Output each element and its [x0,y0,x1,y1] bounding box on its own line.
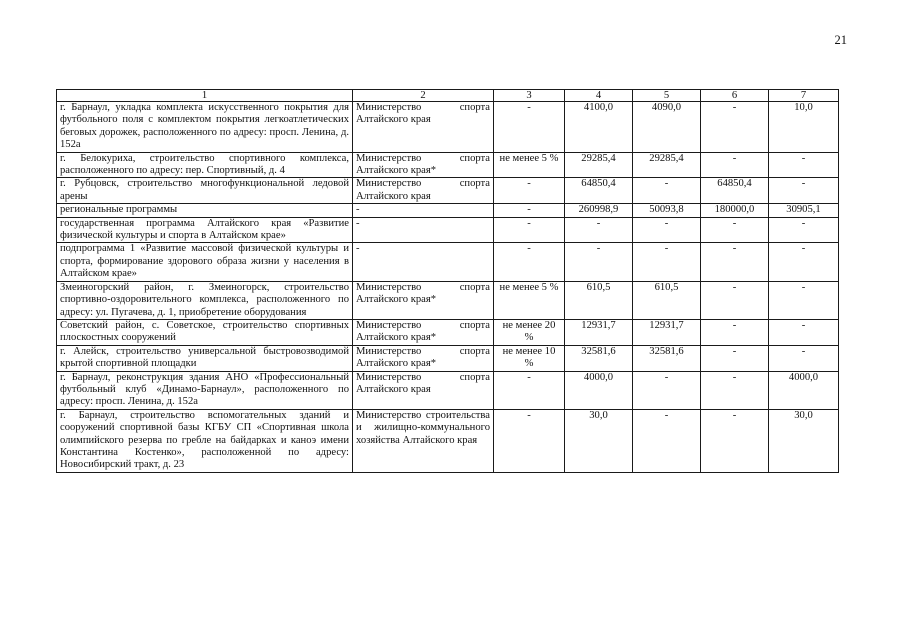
object-name: государственная программа Алтайского края «Развитие физической культуры и спорта в Алтайском крае» [57,217,353,243]
amount-col7: 30,0 [769,409,839,472]
cofinancing-share: - [494,243,565,281]
amount-col5: - [633,243,701,281]
object-name: региональные программы [57,204,353,217]
total-amount: 12931,7 [565,319,633,345]
table-row [57,152,839,178]
responsible-body: - [353,204,494,217]
amount-col6: - [701,409,769,472]
total-amount: 4000,0 [565,371,633,409]
responsible-body: Министерство спорта Алтайского края [353,371,494,409]
amount-col6: - [701,345,769,371]
column-number-row [57,90,839,102]
amount-col5: 32581,6 [633,345,701,371]
cofinancing-share: - [494,217,565,243]
page-number: 21 [834,33,847,47]
amount-col6: - [701,217,769,243]
total-amount: 29285,4 [565,152,633,178]
table-row [57,281,839,319]
cofinancing-share: не менее 5 % [494,152,565,178]
amount-col5: 4090,0 [633,102,701,153]
column-number: 5 [633,90,701,102]
total-amount: 64850,4 [565,178,633,204]
amount-col6: 64850,4 [701,178,769,204]
table-row [57,243,839,281]
amount-col6: - [701,243,769,281]
cofinancing-share: - [494,178,565,204]
responsible-body: - [353,243,494,281]
table-row [57,371,839,409]
amount-col6: - [701,281,769,319]
total-amount: 32581,6 [565,345,633,371]
responsible-body: Министерство спорта Алтайского края* [353,319,494,345]
amount-col5: - [633,178,701,204]
responsible-body: Министерство спорта Алтайского края* [353,152,494,178]
responsible-body: Министерство спорта Алтайского края [353,178,494,204]
amount-col7: - [769,319,839,345]
table-row [57,102,839,153]
column-number: 4 [565,90,633,102]
amount-col5: 12931,7 [633,319,701,345]
amount-col7: - [769,345,839,371]
amount-col7: - [769,243,839,281]
column-number: 2 [353,90,494,102]
amount-col5: - [633,371,701,409]
column-number: 1 [57,90,353,102]
amount-col6: - [701,371,769,409]
cofinancing-share: - [494,102,565,153]
amount-col5: - [633,409,701,472]
table-row [57,409,839,472]
amount-col7: 4000,0 [769,371,839,409]
cofinancing-share: не менее 10 % [494,345,565,371]
table-row [57,204,839,217]
table-row [57,217,839,243]
amount-col7: - [769,152,839,178]
cofinancing-share: - [494,409,565,472]
responsible-body: Министерство строительства и жилищно-коммунального хозяйства Алтайского края [353,409,494,472]
cofinancing-share: - [494,371,565,409]
table-row [57,345,839,371]
amount-col7: 30905,1 [769,204,839,217]
amount-col6: - [701,319,769,345]
responsible-body: Министерство спорта Алтайского края [353,102,494,153]
program-table [56,89,839,473]
responsible-body: - [353,217,494,243]
cofinancing-share: не менее 5 % [494,281,565,319]
table-row [57,178,839,204]
amount-col6: 180000,0 [701,204,769,217]
amount-col7: - [769,281,839,319]
cofinancing-share: не менее 20 % [494,319,565,345]
amount-col5: 50093,8 [633,204,701,217]
object-name: г. Белокуриха, строительство спортивного комплекса, расположенного по адресу: пер. Спортивный, д. 4 [57,152,353,178]
total-amount: 4100,0 [565,102,633,153]
object-name: г. Рубцовск, строительство многофункциональной ледовой арены [57,178,353,204]
object-name: г. Барнаул, укладка комплекта искусственного покрытия для футбольного поля с комплектом покрытия легкоатлетических беговых дорожек, расположенного по адресу: просп. Ленина, д. 152а [57,102,353,153]
amount-col7: 10,0 [769,102,839,153]
total-amount: 30,0 [565,409,633,472]
object-name: г. Барнаул, реконструкция здания АНО «Профессиональный футбольный клуб «Динамо-Барнаул», расположенного по адресу: просп. Ленина, д. 152а [57,371,353,409]
total-amount: 610,5 [565,281,633,319]
responsible-body: Министерство спорта Алтайского края* [353,281,494,319]
column-number: 6 [701,90,769,102]
amount-col7: - [769,217,839,243]
amount-col5: - [633,217,701,243]
total-amount: - [565,243,633,281]
amount-col6: - [701,102,769,153]
amount-col6: - [701,152,769,178]
column-number: 3 [494,90,565,102]
total-amount: - [565,217,633,243]
amount-col5: 610,5 [633,281,701,319]
object-name: Советский район, с. Советское, строительство спортивных плоскостных сооружений [57,319,353,345]
responsible-body: Министерство спорта Алтайского края* [353,345,494,371]
amount-col5: 29285,4 [633,152,701,178]
table-row [57,319,839,345]
cofinancing-share: - [494,204,565,217]
column-number: 7 [769,90,839,102]
object-name: г. Барнаул, строительство вспомогательных зданий и сооружений спортивной базы КГБУ СП «Спортивная школа олимпийского резерва по гребле на байдарках и каноэ имени Константина Костенко», расположенной по адресу: Новосибирский тракт, д. 23 [57,409,353,472]
object-name: г. Алейск, строительство универсальной быстровозводимой крытой спортивной площадки [57,345,353,371]
object-name: Змеиногорский район, г. Змеиногорск, строительство спортивно-оздоровительного комплекса, расположенного по адресу: ул. Пугачева, д. 1, приобретение оборудования [57,281,353,319]
total-amount: 260998,9 [565,204,633,217]
object-name: подпрограмма 1 «Развитие массовой физической культуры и спорта, формирование здорового образа жизни у населения в Алтайском крае» [57,243,353,281]
amount-col7: - [769,178,839,204]
